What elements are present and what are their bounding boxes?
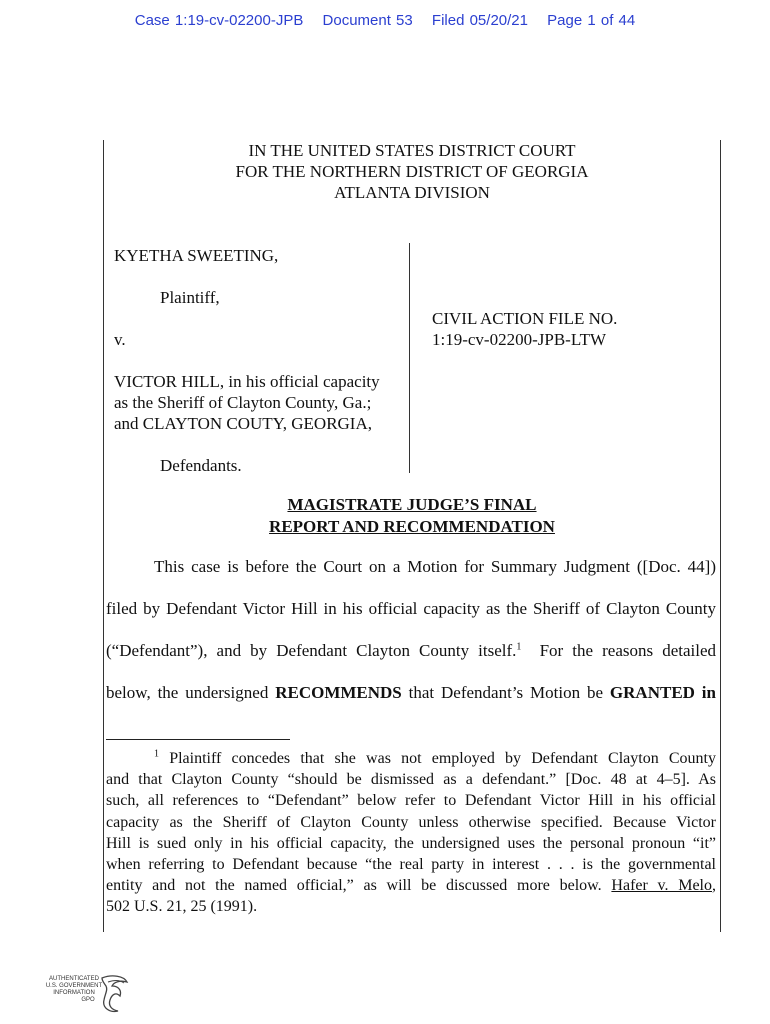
court-district-line: FOR THE NORTHERN DISTRICT OF GEORGIA <box>235 162 589 181</box>
defendant-line: VICTOR HILL, in his official capacity <box>114 372 380 391</box>
footnote-1 <box>106 748 716 918</box>
seal-text: AUTHENTICATED U.S. GOVERNMENT INFORMATION GPO <box>45 976 103 1003</box>
footnote-line: and that Clayton County “should be dismissed as a defendant.” [Doc. 48 at 4–5]. As <box>106 771 716 789</box>
footnote-line: when referring to Defendant because “the real party in interest . . . is the governmental <box>106 856 716 874</box>
footnote-line: 502 U.S. 21, 25 (1991). <box>106 898 258 916</box>
plaintiff-role: Plaintiff, <box>160 288 220 307</box>
defendant-line: and CLAYTON COUTY, GEORGIA, <box>114 414 372 433</box>
defendant-line: as the Sheriff of Clayton County, Ga.; <box>114 393 372 412</box>
recommends-emphasis: RECOMMENDS <box>275 683 402 702</box>
court-name-line: IN THE UNITED STATES DISTRICT COURT <box>248 141 576 160</box>
body-line-4: below, the undersigned RECOMMENDS that Defendant’s Motion be GRANTED in <box>106 683 716 702</box>
body-line-3: (“Defendant”), and by Defendant Clayton County itself.$^1$ For the reasons detailed <box>106 641 717 660</box>
defendant-names <box>114 371 380 434</box>
plaintiff-name: KYETHA SWEETING, <box>114 246 279 265</box>
page-number-stamp: Page 1 of 44 <box>547 12 636 29</box>
defendant-role: Defendants. <box>160 456 242 475</box>
court-heading <box>104 140 720 203</box>
title-line: REPORT AND RECOMMENDATION <box>269 517 555 536</box>
filed-date-stamp: Filed 05/20/21 <box>431 12 528 29</box>
footnote-line: Hill is sued only in his official capacity, the undersigned uses the personal pronoun “it” <box>106 834 716 852</box>
granted-emphasis: GRANTED in <box>609 683 716 702</box>
footnote-line: such, all references to “Defendant” below refer to Defendant Victor Hill in his official <box>106 792 716 810</box>
title-line: MAGISTRATE JUDGE’S FINAL <box>287 495 537 514</box>
case-number-stamp: Case 1:19-cv-02200-JPB <box>134 12 304 29</box>
body-line-1: This case is before the Court on a Motion for Summary Judgment ([Doc. 44]) <box>154 557 716 576</box>
footnote-line: entity and not the named official,” as will be discussed more below. Hafer v. Melo, <box>106 877 716 895</box>
right-margin-rule <box>720 140 721 932</box>
court-division-line: ATLANTA DIVISION <box>334 183 490 202</box>
gpo-authentication-seal <box>40 972 130 1018</box>
civil-action-label: CIVIL ACTION FILE NO. <box>432 309 618 328</box>
versus-label: v. <box>114 330 126 349</box>
document-number-stamp: Document 53 <box>322 12 413 29</box>
footnote-separator <box>106 739 290 740</box>
footnote-line: $^1$ Plaintiff concedes that she was not employed by Defendant Clayton County <box>154 748 716 767</box>
document-title <box>104 494 720 538</box>
case-citation-link: Hafer v. Melo <box>611 877 712 895</box>
footnote-line: capacity as the Sheriff of Clayton County unless otherwise specified. Because Victor <box>106 813 716 831</box>
body-line-2: filed by Defendant Victor Hill in his official capacity as the Sheriff of Clayton County <box>106 599 716 618</box>
ecf-header-stamp <box>0 12 770 29</box>
caption-divider-rule <box>409 243 410 473</box>
footnote-marker: 1 <box>154 748 159 760</box>
civil-action-number: 1:19-cv-02200-JPB-LTW <box>432 330 607 349</box>
footnote-reference: 1 <box>516 641 522 653</box>
